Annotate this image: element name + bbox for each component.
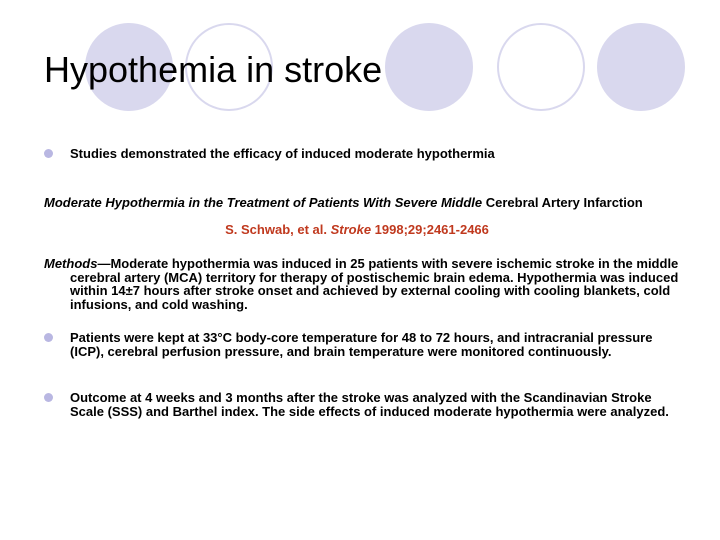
citation — [44, 223, 670, 237]
decorative-circle-3 — [385, 23, 473, 111]
article-title-rest: Cerebral Artery Infarction — [482, 195, 643, 210]
bullet-text: Studies demonstrated the efficacy of induced moderate hypothermia — [70, 146, 495, 161]
methods-paragraph — [44, 257, 696, 311]
methods-label: Methods — [44, 256, 98, 271]
citation-journal: Stroke — [330, 222, 372, 237]
methods-text: —Moderate hypothermia was induced in 25 patients with severe ischemic stroke in the middle cerebral artery (MCA) territory for therapy of postischemic brain edema. Hypothermia was induced within 14±7 hours after stroke onset and achieved by external cooling with cooling blankets, cold infusions, and cold washing. — [70, 256, 679, 312]
bullet-icon — [44, 393, 53, 402]
article-title — [44, 196, 696, 210]
bullet-text: Outcome at 4 weeks and 3 months after the stroke was analyzed with the Scandinavian Stroke Scale (SSS) and Barthel index. The side effects of induced moderate hypothermia were analyzed. — [70, 390, 669, 419]
decorative-circle-5 — [597, 23, 685, 111]
article-title-italic: Moderate Hypothermia in the Treatment of Patients With Severe Middle — [44, 195, 483, 210]
citation-details: 1998;29;2461-2466 — [371, 222, 489, 237]
bullet-text: Patients were kept at 33°C body-core temperature for 48 to 72 hours, and intracranial pressure (ICP), cerebral perfusion pressure, and brain temperature were monitored continuously. — [70, 330, 653, 359]
bullet-item-outcome — [44, 391, 674, 418]
bullet-item-temperature — [44, 331, 674, 358]
bullet-icon — [44, 149, 53, 158]
bullet-icon — [44, 333, 53, 342]
bullet-item-efficacy — [44, 147, 674, 161]
slide-title: Hypothemia in stroke — [44, 49, 383, 90]
citation-authors: S. Schwab, et al. — [225, 222, 331, 237]
decorative-circle-4 — [497, 23, 585, 111]
